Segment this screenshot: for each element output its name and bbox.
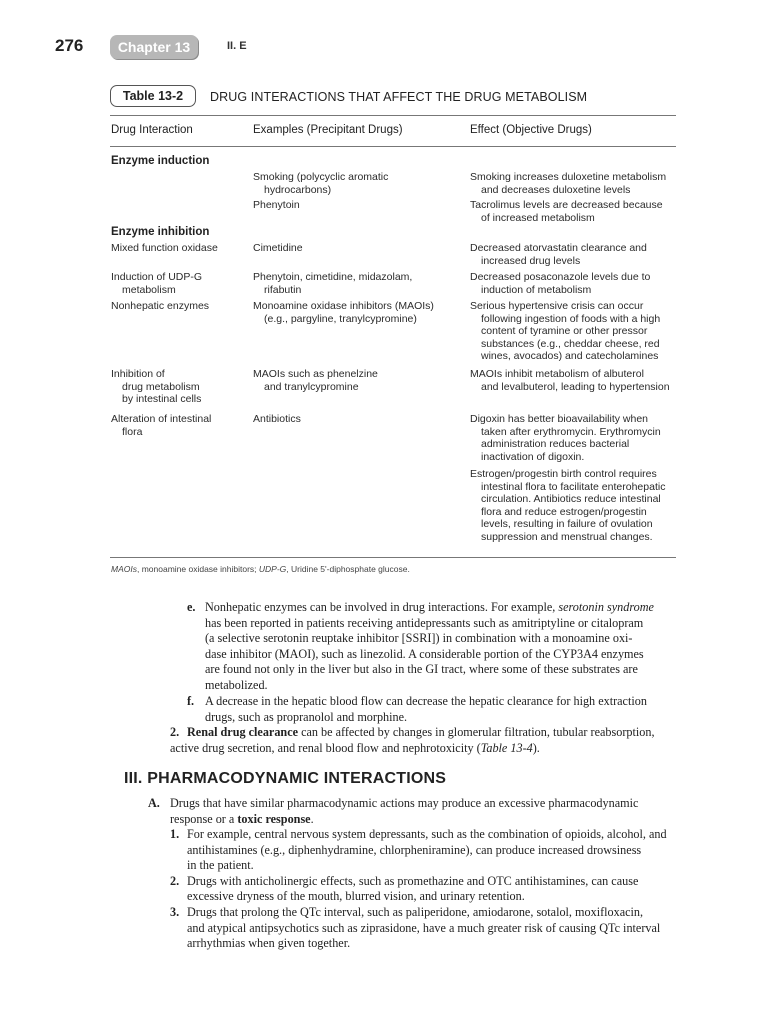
cell-effects xyxy=(470,199,663,224)
cell-line: administration reduces bacterial xyxy=(481,438,630,451)
table-footnote xyxy=(111,564,410,574)
cell-line: Decreased atorvastatin clearance and xyxy=(470,242,647,254)
cell-line: hydrocarbons) xyxy=(264,183,332,196)
cell-examples xyxy=(253,171,388,196)
table-reference: Table 13-4 xyxy=(480,740,533,755)
cell-line: Serious hypertensive crisis can occur xyxy=(470,300,644,312)
footnote-definition: , monoamine oxidase inhibitors; xyxy=(136,564,259,574)
item-marker: A. xyxy=(148,796,160,810)
cell-line: and decreases duloxetine levels xyxy=(481,183,631,196)
cell-examples xyxy=(253,300,434,325)
cell-line: Antibiotics xyxy=(253,413,301,425)
item-text-line: and atypical antipsychotics such as ziprasidone, have a much greater risk of causing QTc interval xyxy=(187,920,661,935)
item-marker: 2. xyxy=(170,725,180,739)
cell-interaction xyxy=(111,271,202,296)
cell-line: and tranylcypromine xyxy=(264,380,359,393)
cell-line: Smoking (polycyclic aromatic xyxy=(253,171,389,183)
cell-line: flora xyxy=(122,425,143,438)
cell-interaction xyxy=(111,242,218,255)
item-text: Nonhepatic enzymes can be involved in drug interactions. For example, xyxy=(205,600,559,614)
cell-line: wines, avocados) and catecholamines xyxy=(481,350,659,363)
footnote-definition: , Uridine 5'-diphosphate glucose. xyxy=(286,564,410,574)
cell-line: flora and reduce estrogen/progestin xyxy=(481,505,647,518)
item-text: response or a xyxy=(170,811,238,826)
cell-examples xyxy=(253,242,303,255)
item-text-line: are found not only in the liver but also in the GI tract, where some of these substrates are xyxy=(205,662,638,677)
item-text-line: in the patient. xyxy=(187,858,254,873)
cell-line: Monoamine oxidase inhibitors (MAOIs) xyxy=(253,300,434,312)
item-text: active drug secretion, and renal blood flow and nephrotoxicity ( xyxy=(170,740,481,755)
item-text: ). xyxy=(532,740,540,755)
item-text-line: (a selective serotonin reuptake inhibitor [SSRI]) in combination with a monoamine oxi- xyxy=(205,631,633,646)
item-text-line: For example, central nervous system depressants, such as the combination of opioids, alcohol, and xyxy=(187,827,667,841)
cell-effects xyxy=(470,171,666,196)
cell-line: Digoxin has better bioavailability when xyxy=(470,413,649,425)
cell-line: Inhibition of xyxy=(111,368,165,380)
sub-list-item xyxy=(170,874,690,905)
item-marker: 2. xyxy=(170,873,180,888)
header-rule xyxy=(110,146,676,147)
cell-line: induction of metabolism xyxy=(481,283,592,296)
table-bottom-rule xyxy=(110,557,676,558)
cell-line: Cimetidine xyxy=(253,242,303,254)
cell-examples xyxy=(253,413,301,426)
footnote-abbreviation: MAOIs xyxy=(111,564,137,574)
emphasis-term: serotonin syndrome xyxy=(558,600,654,614)
table-label: Table 13-2 xyxy=(110,85,196,107)
cell-effects xyxy=(470,242,647,267)
sub-list-item xyxy=(170,905,690,952)
item-text: can be affected by changes in glomerular filtration, tubular reabsorption, xyxy=(298,725,655,739)
table-title: DRUG INTERACTIONS THAT AFFECT THE DRUG METABOLISM xyxy=(210,90,588,104)
item-marker: f. xyxy=(187,694,195,708)
cell-line: Alteration of intestinal xyxy=(111,413,212,425)
cell-line: following ingestion of foods with a high xyxy=(481,312,661,325)
column-header-examples: Examples (Precipitant Drugs) xyxy=(253,124,403,136)
list-item-e xyxy=(187,600,687,694)
cell-examples xyxy=(253,199,300,212)
cell-effects xyxy=(470,300,660,363)
chapter-tab: Chapter 13 xyxy=(110,35,198,59)
section-heading: III. PHARMACODYNAMIC INTERACTIONS xyxy=(124,770,447,787)
cell-line: Tacrolimus levels are decreased because xyxy=(470,199,663,211)
item-marker: 3. xyxy=(170,904,180,919)
cell-line: inactivation of digoxin. xyxy=(481,450,585,463)
item-text-line: Drugs that have similar pharmacodynamic actions may produce an excessive pharmacodynamic xyxy=(170,796,639,810)
cell-line: content of tyramine or other pressor xyxy=(481,325,648,338)
cell-line: Decreased posaconazole levels due to xyxy=(470,271,651,283)
item-marker: 1. xyxy=(170,827,180,841)
cell-line: MAOIs inhibit metabolism of albuterol xyxy=(470,368,644,380)
cell-line: increased drug levels xyxy=(481,254,581,267)
item-text-line: excessive dryness of the mouth, blurred vision, and urinary retention. xyxy=(187,889,525,904)
item-text-line: metabolized. xyxy=(205,677,268,692)
cell-interaction xyxy=(111,368,201,406)
cell-line: Phenytoin xyxy=(253,199,300,211)
list-item-2 xyxy=(170,725,690,756)
cell-line: by intestinal cells xyxy=(122,393,202,406)
item-text-line: antihistamines (e.g., diphenhydramine, chlorpheniramine), can produce increased drowsiness xyxy=(187,842,642,857)
column-header-interaction: Drug Interaction xyxy=(111,124,193,136)
cell-line: levels, resulting in failure of ovulation xyxy=(481,518,653,531)
item-text-line: drugs, such as propranolol and morphine. xyxy=(205,709,408,724)
bold-term: toxic response xyxy=(237,811,311,826)
cell-line: Smoking increases duloxetine metabolism xyxy=(470,171,667,183)
cell-line: substances (e.g., cheddar cheese, red xyxy=(481,337,660,350)
cell-interaction xyxy=(111,300,209,313)
cell-line: of increased metabolism xyxy=(481,211,595,224)
list-item-f xyxy=(187,694,687,725)
cell-line: rifabutin xyxy=(264,283,302,296)
section-enzyme-induction: Enzyme induction xyxy=(111,155,210,167)
cell-line: Estrogen/progestin birth control requires xyxy=(470,468,657,480)
cell-line: suppression and menstrual changes. xyxy=(481,530,653,543)
list-item-a xyxy=(148,796,688,827)
item-text-line: Drugs with anticholinergic effects, such as promethazine and OTC antihistamines, can cause xyxy=(187,873,639,888)
page-number: 276 xyxy=(55,36,84,55)
column-header-effects: Effect (Objective Drugs) xyxy=(470,124,592,136)
cell-line: MAOIs such as phenelzine xyxy=(253,368,378,380)
cell-line: Nonhepatic enzymes xyxy=(111,300,210,312)
cell-examples xyxy=(253,271,412,296)
cell-line: Induction of UDP-G xyxy=(111,271,203,283)
cell-interaction xyxy=(111,413,211,438)
sub-list-item xyxy=(170,827,690,874)
item-text-line: Drugs that prolong the QTc interval, such as paliperidone, amiodarone, sotalol, moxifloxacin, xyxy=(187,904,644,919)
cell-line: Phenytoin, cimetidine, midazolam, xyxy=(253,271,413,283)
cell-examples xyxy=(253,368,378,393)
cell-effects xyxy=(470,271,650,296)
cell-line: intestinal flora to facilitate enterohepatic xyxy=(481,480,666,493)
cell-line: Mixed function oxidase xyxy=(111,242,218,254)
item-text-line: arrhythmias when given together. xyxy=(187,936,351,951)
table-top-rule xyxy=(110,115,676,116)
item-text-line: has been reported in patients receiving antidepressants such as amitriptyline or citalopram xyxy=(205,615,644,630)
bold-term: Renal drug clearance xyxy=(187,725,299,739)
item-text: . xyxy=(310,811,314,826)
section-enzyme-inhibition: Enzyme inhibition xyxy=(111,226,210,238)
cell-line: and levalbuterol, leading to hypertension xyxy=(481,380,670,393)
cell-line: taken after erythromycin. Erythromycin xyxy=(481,425,661,438)
cell-line: metabolism xyxy=(122,283,176,296)
sub-list xyxy=(170,827,690,952)
cell-line: circulation. Antibiotics reduce intestinal xyxy=(481,493,661,506)
item-marker: e. xyxy=(187,600,196,614)
cell-effects xyxy=(470,468,665,544)
item-text-line: dase inhibitor (MAOI), such as linezolid. A considerable portion of the CYP3A4 enzymes xyxy=(205,646,644,661)
cell-effects xyxy=(470,368,670,393)
item-text-line: A decrease in the hepatic blood flow can decrease the hepatic clearance for high extraction xyxy=(205,694,647,708)
footnote-abbreviation: UDP-G xyxy=(258,564,287,574)
cell-line: drug metabolism xyxy=(122,380,200,393)
section-reference: II. E xyxy=(227,40,247,52)
cell-effects xyxy=(470,413,661,463)
cell-line: (e.g., pargyline, tranylcypromine) xyxy=(264,312,417,325)
